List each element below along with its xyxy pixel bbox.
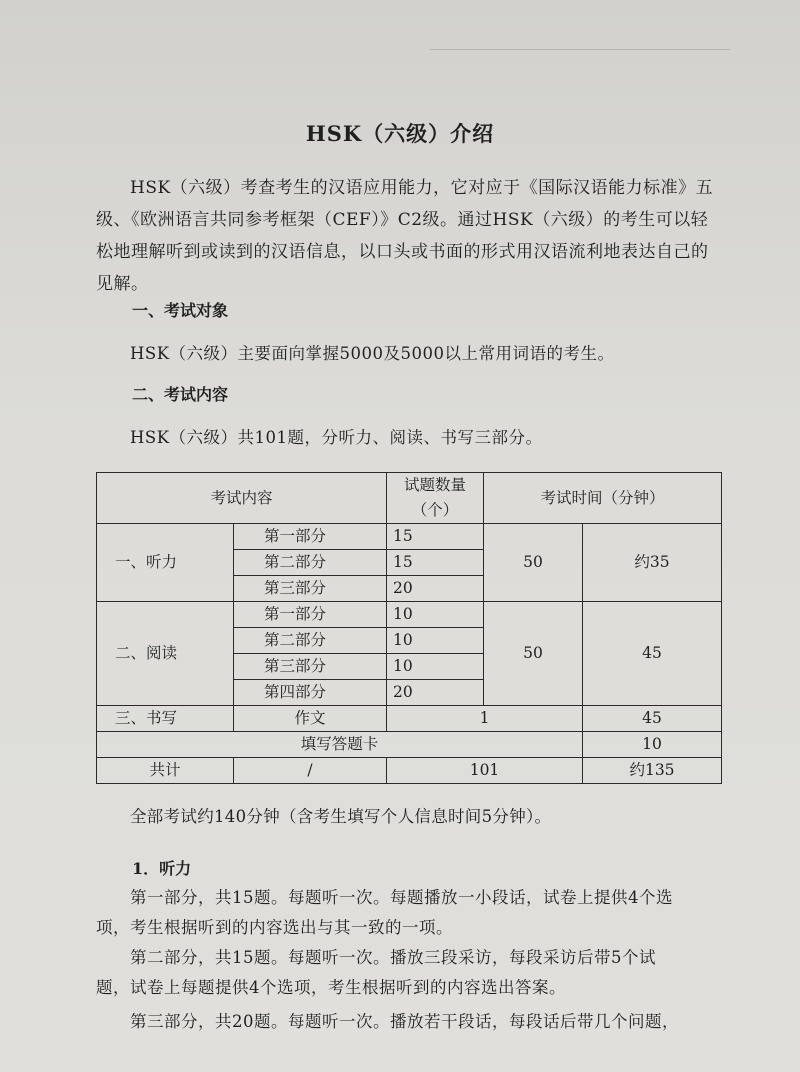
table-row <box>97 602 722 628</box>
table-row <box>97 732 722 758</box>
part-name: 第一部分 <box>234 602 387 628</box>
listening-total: 50 <box>484 524 583 602</box>
part-name: 第一部分 <box>234 524 387 550</box>
part-name: 第三部分 <box>234 654 387 680</box>
header-content: 考试内容 <box>97 473 387 524</box>
part-count: 10 <box>387 628 484 654</box>
section-text-content: HSK（六级）共101题，分听力、阅读、书写三部分。 <box>130 428 543 447</box>
listening-part2-line1: 第二部分，共15题。每题听一次。播放三段采访，每段采访后带5个试 <box>130 948 656 967</box>
listening-part2-line2: 题，试卷上每题提供4个选项，考生根据听到的内容选出答案。 <box>96 978 566 997</box>
part-count: 15 <box>387 550 484 576</box>
part-count: 20 <box>387 576 484 602</box>
exam-structure-table <box>96 472 722 784</box>
section-heading-audience: 一、考试对象 <box>132 301 229 320</box>
table-row <box>97 706 722 732</box>
table-row <box>97 758 722 784</box>
part-count: 10 <box>387 654 484 680</box>
page-title: HSK（六级）介绍 <box>305 121 495 146</box>
listening-part3-line1: 第三部分，共20题。每题听一次。播放若干段话，每段话后带几个问题， <box>130 1012 679 1031</box>
part-name: 第四部分 <box>234 680 387 706</box>
answer-card-time: 10 <box>583 732 722 758</box>
listening-time: 约35 <box>583 524 722 602</box>
listening-label: 一、听力 <box>97 524 234 602</box>
writing-time: 45 <box>583 706 722 732</box>
part-count: 10 <box>387 602 484 628</box>
sum-part: / <box>234 758 387 784</box>
section-text-audience: HSK（六级）主要面向掌握5000及5000以上常用词语的考生。 <box>130 344 615 363</box>
intro-paragraph: HSK（六级）考查考生的汉语应用能力，它对应于《国际汉语能力标准》五级、《欧洲语言共同参考框架（CEF）》C2级。通过HSK（六级）的考生可以轻松地理解听到或读到的汉语信息，以口头或书面的形式用汉语流利地表达自己的见解。 <box>96 178 714 294</box>
bleed-through-running-head <box>430 32 730 50</box>
writing-total: 1 <box>387 706 583 732</box>
writing-label: 三、书写 <box>97 706 234 732</box>
listening-heading: 1．听力 <box>132 859 192 878</box>
table-header-row <box>97 473 722 524</box>
answer-card-label: 填写答题卡 <box>97 732 583 758</box>
total-time-note: 全部考试约140分钟（含考生填写个人信息时间5分钟）。 <box>130 807 552 826</box>
listening-part1-line1: 第一部分，共15题。每题听一次。每题播放一小段话，试卷上提供4个选 <box>130 888 673 907</box>
reading-label: 二、阅读 <box>97 602 234 706</box>
header-time: 考试时间（分钟） <box>484 473 722 524</box>
listening-part1-line2: 项，考生根据听到的内容选出与其一致的一项。 <box>96 918 453 937</box>
reading-total: 50 <box>484 602 583 706</box>
part-name: 第二部分 <box>234 550 387 576</box>
section-heading-content: 二、考试内容 <box>132 385 229 404</box>
sum-time: 约135 <box>583 758 722 784</box>
part-name: 第三部分 <box>234 576 387 602</box>
reading-time: 45 <box>583 602 722 706</box>
sum-total: 101 <box>387 758 583 784</box>
header-count: 试题数量（个） <box>387 473 484 524</box>
table-row <box>97 524 722 550</box>
writing-part: 作文 <box>234 706 387 732</box>
part-count: 20 <box>387 680 484 706</box>
sum-label: 共计 <box>97 758 234 784</box>
part-name: 第二部分 <box>234 628 387 654</box>
part-count: 15 <box>387 524 484 550</box>
